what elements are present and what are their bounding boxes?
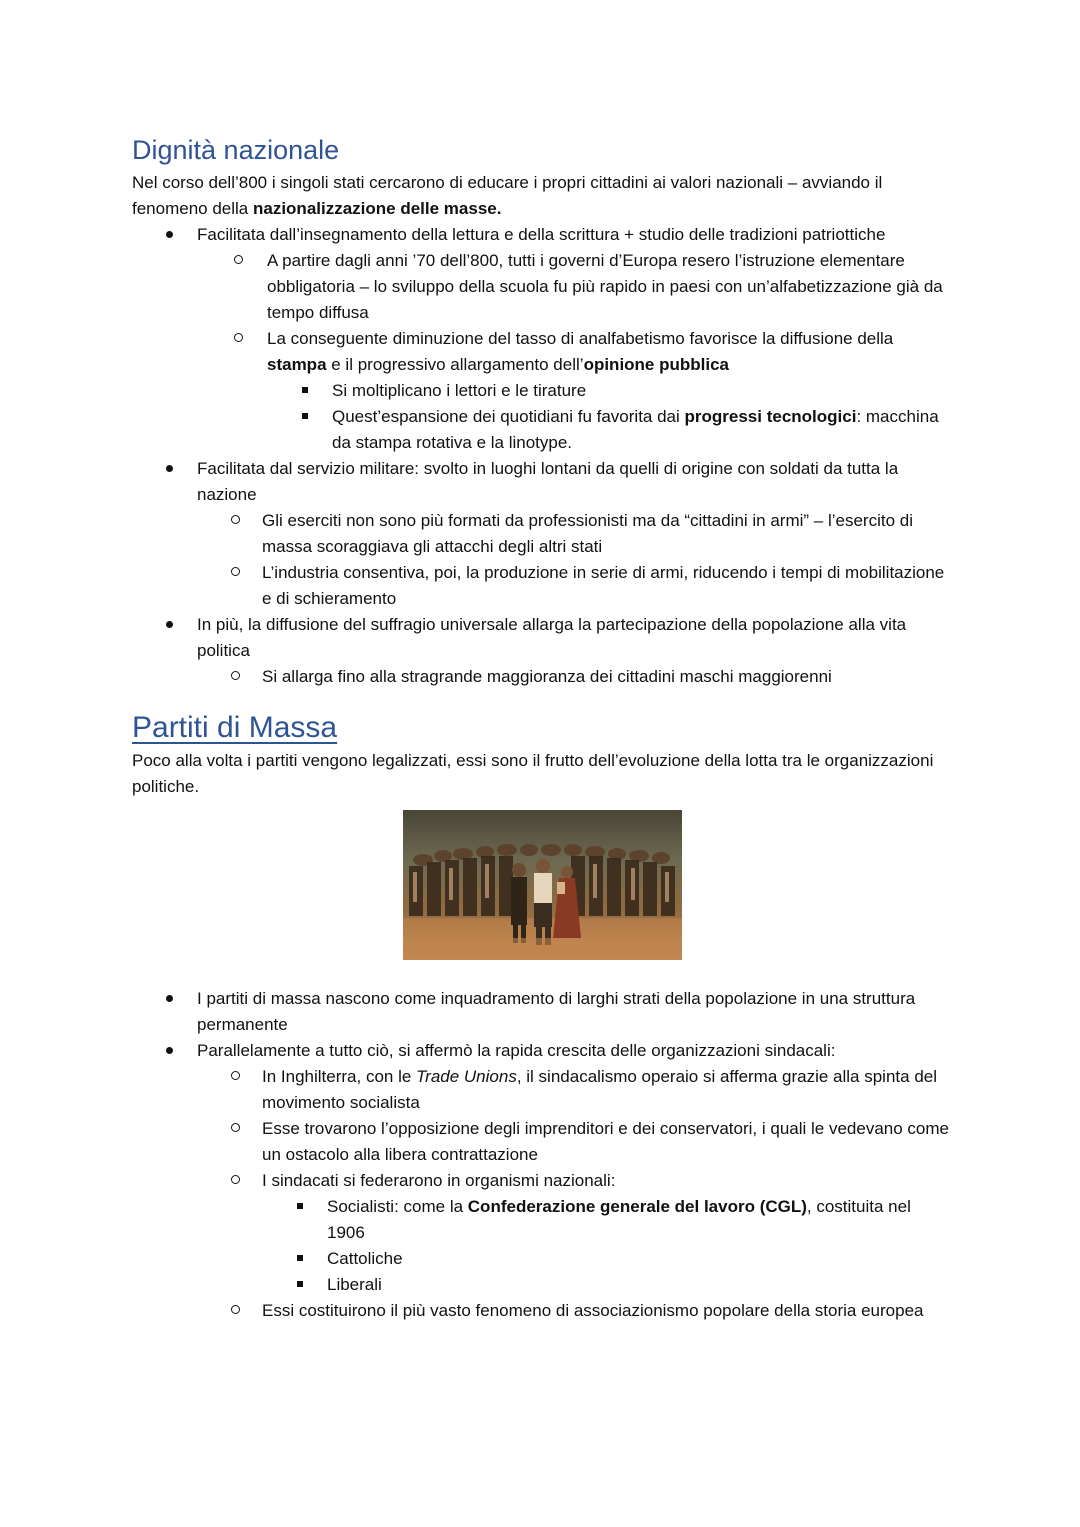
list-item-text: Facilitata dall’insegnamento della lettura e della scrittura + studio delle tradizioni patriottiche	[197, 225, 886, 244]
sub-sub-list	[267, 378, 952, 456]
list-item	[132, 612, 952, 690]
bullet-square-icon	[302, 404, 308, 430]
bullet-circle-icon	[231, 1116, 240, 1142]
list-item-text: Parallelamente a tutto ciò, si affermò la rapida crescita delle organizzazioni sindacali:	[197, 1041, 836, 1060]
list-item	[132, 222, 952, 456]
bullet-dot-icon	[166, 456, 173, 482]
sub-list-item-text: A partire dagli anni ’70 dell’800, tutti i governi d’Europa resero l’istruzione elementare obbligatoria – lo sviluppo della scuola fu più rapido in paesi con un’alfabetizzazione già da tempo diffusa	[267, 251, 943, 322]
sub-list-item	[197, 664, 952, 690]
sub-sub-list-item-text: , costituita nel 1906	[327, 1197, 911, 1242]
bullet-list-2	[132, 986, 952, 1324]
bold-progressi-tecnologici: progressi tecnologici	[684, 407, 857, 426]
list-item-text: In più, la diffusione del suffragio universale allarga la partecipazione della popolazione alla vita politica	[197, 615, 907, 660]
sub-sub-list-item	[262, 1246, 952, 1272]
sub-list-item	[197, 560, 952, 612]
intro-bold: nazionalizzazione delle masse.	[252, 199, 502, 218]
heading-dignita-nazionale: Dignità nazionale	[132, 135, 340, 165]
sub-list-item-text: Essi costituirono il più vasto fenomeno di associazionismo popolare della storia europea	[262, 1301, 924, 1320]
bullet-circle-icon	[231, 1064, 240, 1090]
sub-list	[197, 248, 952, 456]
sub-list-item-text: , il sindacalismo operaio si afferma grazie alla spinta del movimento socialista	[262, 1067, 938, 1112]
sub-sub-list-item-text: Liberali	[327, 1275, 382, 1294]
bullet-circle-icon	[231, 664, 240, 690]
sub-sub-list-item-text: Cattoliche	[327, 1249, 403, 1268]
painting-image	[403, 810, 682, 960]
document-content	[132, 132, 952, 1324]
list-item-text: Facilitata dal servizio militare: svolto in luoghi lontani da quelli di origine con soldati da tutta la nazione	[197, 459, 899, 504]
sub-sub-list-item-text: Si moltiplicano i lettori e le tirature	[332, 381, 587, 400]
bullet-circle-icon	[234, 248, 243, 274]
painting-crowd-icon	[403, 810, 682, 960]
bullet-circle-icon	[231, 560, 240, 586]
list-item	[132, 1038, 952, 1324]
list-item-text: I partiti di massa nascono come inquadramento di larghi strati della popolazione in una struttura permanente	[197, 989, 916, 1034]
sub-sub-list-item-text: : macchina da stampa rotativa e la linotype.	[332, 407, 939, 452]
bullet-list-1	[132, 222, 952, 690]
sub-list-item-text: La conseguente diminuzione del tasso di analfabetismo favorisce la diffusione della	[267, 329, 894, 348]
sub-list	[197, 1064, 952, 1324]
list-item	[132, 456, 952, 612]
intro-paragraph-1	[132, 170, 952, 222]
sub-list-item	[197, 1168, 952, 1298]
sub-list-item-text: I sindacati si federarono in organismi nazionali:	[262, 1171, 616, 1190]
sub-list-item-text: Esse trovarono l’opposizione degli imprenditori e dei conservatori, i quali le vedevano come un ostacolo alla libera contrattazione	[262, 1119, 949, 1164]
bullet-circle-icon	[234, 326, 243, 352]
sub-list-item-text: In Inghilterra, con le	[262, 1067, 417, 1086]
sub-list-item-text: Gli eserciti non sono più formati da professionisti ma da “cittadini in armi” – l’esercito di massa scoraggiava gli attacchi degli altri stati	[262, 511, 913, 556]
sub-sub-list-item	[262, 1194, 952, 1246]
figure-container	[132, 810, 952, 980]
sub-sub-list-item-text: Quest’espansione dei quotidiani fu favorita dai	[332, 407, 685, 426]
sub-list-item	[197, 1116, 952, 1168]
bold-opinione-pubblica: opinione pubblica	[583, 355, 730, 374]
bullet-dot-icon	[166, 612, 173, 638]
bullet-dot-icon	[166, 986, 173, 1012]
sub-list-item	[197, 326, 952, 456]
sub-list-item	[197, 1298, 952, 1324]
sub-list-item-text: Si allarga fino alla stragrande maggioranza dei cittadini maschi maggiorenni	[262, 667, 832, 686]
sub-list-item	[197, 1064, 952, 1116]
sub-list-item-text: e il progressivo allargamento dell’	[326, 355, 584, 374]
sub-list	[197, 508, 952, 612]
sub-sub-list-item	[267, 378, 952, 404]
sub-list	[197, 664, 952, 690]
bullet-square-icon	[297, 1246, 303, 1272]
sub-list-item	[197, 248, 952, 326]
bullet-circle-icon	[231, 1298, 240, 1324]
bullet-square-icon	[297, 1272, 303, 1298]
bullet-dot-icon	[166, 1038, 173, 1064]
sub-list-item-text: L’industria consentiva, poi, la produzione in serie di armi, riducendo i tempi di mobilitazione e di schieramento	[262, 563, 945, 608]
sub-sub-list	[262, 1194, 952, 1298]
bullet-circle-icon	[231, 508, 240, 534]
sub-sub-list-item	[267, 404, 952, 456]
bullet-square-icon	[297, 1194, 303, 1220]
sub-sub-list-item-text: Socialisti: come la	[327, 1197, 468, 1216]
intro-text: Nel corso dell’800 i singoli stati cercarono di educare i propri cittadini ai valori nazionali – avviando il fenomeno della	[132, 173, 883, 218]
intro-paragraph-2: Poco alla volta i partiti vengono legalizzati, essi sono il frutto dell’evoluzione della lotta tra le organizzazioni politiche.	[132, 751, 934, 796]
bold-stampa: stampa	[267, 355, 327, 374]
sub-sub-list-item	[262, 1272, 952, 1298]
heading-partiti-di-massa: Partiti di Massa	[132, 711, 338, 744]
bullet-dot-icon	[166, 222, 173, 248]
bullet-square-icon	[302, 378, 308, 404]
bullet-circle-icon	[231, 1168, 240, 1194]
list-item	[132, 986, 952, 1038]
bold-cgl: Confederazione generale del lavoro (CGL)	[467, 1197, 807, 1216]
sub-list-item	[197, 508, 952, 560]
italic-trade-unions: Trade Unions	[416, 1067, 517, 1086]
